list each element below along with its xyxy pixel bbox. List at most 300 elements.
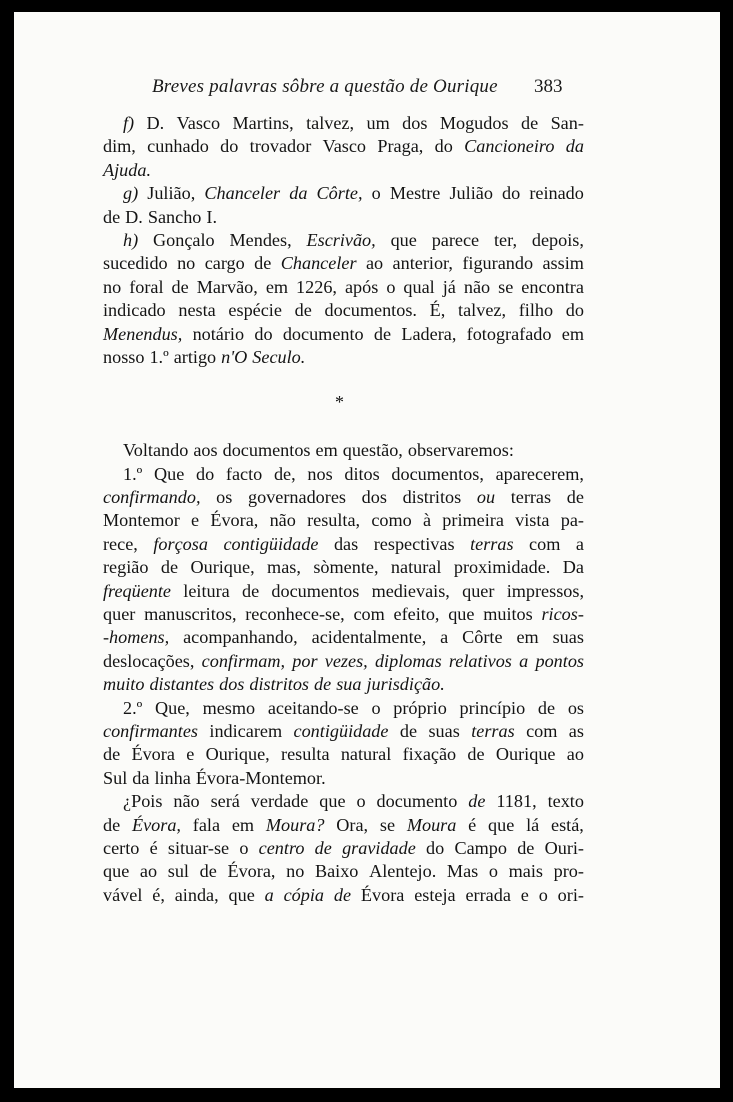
text-line <box>103 814 584 837</box>
word: dim, <box>103 136 136 157</box>
text-line <box>103 463 584 486</box>
word: à <box>422 510 432 531</box>
text-line <box>103 439 584 462</box>
word: Mogudos <box>439 113 509 133</box>
word: de <box>103 744 121 765</box>
word: Moura? <box>265 814 325 835</box>
word: Évora <box>360 884 405 905</box>
word: Marvão, <box>196 276 258 297</box>
word: em <box>231 814 255 835</box>
text-line <box>103 276 584 299</box>
word: terras <box>470 533 514 554</box>
word: figurando <box>462 253 534 274</box>
word: Alentejo. <box>369 861 437 882</box>
word: mas, <box>267 557 301 578</box>
word: documentos, <box>391 463 484 484</box>
word: Baixo <box>314 861 359 882</box>
word: acompanhando, <box>183 627 298 648</box>
word: sòmente, <box>313 557 379 578</box>
word: sua <box>336 674 362 695</box>
word: natural <box>390 557 442 578</box>
page-number: 383 <box>534 76 563 97</box>
text-line <box>103 533 584 556</box>
word: que <box>228 884 255 905</box>
word: a <box>575 533 584 554</box>
word: cargo <box>204 253 245 274</box>
word: Da <box>562 557 584 578</box>
word: D. <box>146 113 165 133</box>
asterisk-separator: * <box>335 392 344 413</box>
text-line <box>103 509 584 532</box>
word: as <box>568 720 584 741</box>
body-text <box>103 112 584 907</box>
word: por <box>292 650 318 671</box>
text-line <box>103 743 584 766</box>
word: Que, <box>155 697 190 718</box>
word: Côrte <box>462 627 503 648</box>
text-line <box>103 112 584 135</box>
word: Ourique, <box>205 744 270 765</box>
word: de <box>314 837 332 858</box>
word: o <box>239 837 249 858</box>
text-line <box>103 860 584 883</box>
text-line <box>103 252 584 275</box>
word: primeira <box>442 510 504 531</box>
text-line <box>103 767 584 790</box>
word: o <box>371 183 381 204</box>
list-items-block <box>103 112 584 369</box>
word: e <box>520 884 529 905</box>
word: um <box>366 113 390 133</box>
word: encontra <box>521 276 584 297</box>
word: suas <box>552 627 584 648</box>
word: proximidade. <box>453 557 551 578</box>
word: ao <box>566 744 584 765</box>
word: de <box>468 791 486 812</box>
word: ori- <box>557 884 584 905</box>
word: Ourique, <box>190 557 255 578</box>
word: fala <box>192 814 221 835</box>
word: Escrivão, <box>306 229 376 250</box>
word: cunhado <box>147 136 209 157</box>
word: Mas <box>446 861 479 882</box>
word: reconhece-se, <box>245 604 345 625</box>
word: Mestre <box>389 183 441 204</box>
word: que <box>319 791 346 812</box>
word: não <box>173 791 200 812</box>
text-line <box>103 299 584 322</box>
word: de <box>171 276 189 297</box>
word: do <box>254 323 273 344</box>
word: nesta <box>178 300 216 321</box>
word: Ourique <box>495 744 556 765</box>
text-line <box>103 837 584 860</box>
word: da <box>565 136 584 157</box>
text-line <box>103 346 584 369</box>
word: D. <box>125 206 143 227</box>
word: confirmam, <box>201 650 286 671</box>
word: do <box>565 300 584 321</box>
word: natural <box>340 744 392 765</box>
word: impressos, <box>506 580 584 601</box>
word: a <box>440 627 449 648</box>
book-page <box>14 12 720 1088</box>
word: de <box>103 814 121 835</box>
word: documentos <box>222 440 311 461</box>
word: freqüente <box>103 580 172 601</box>
word: sul <box>167 861 189 882</box>
word: das <box>333 533 359 554</box>
word: fixação <box>402 744 457 765</box>
text-line <box>103 135 584 158</box>
word: sucedido <box>103 253 168 274</box>
word: que <box>448 604 475 625</box>
word: Ora, <box>336 814 369 835</box>
word: deslocações, <box>103 650 195 671</box>
word: em <box>561 323 584 344</box>
word: se <box>498 276 514 297</box>
word: Sul <box>103 767 128 788</box>
word: mesmo <box>202 697 256 718</box>
word: Montemor <box>103 510 180 531</box>
word: San- <box>550 113 584 133</box>
section-separator <box>103 369 584 439</box>
word: respectivas <box>373 533 455 554</box>
word: de <box>399 720 418 741</box>
word: Évora, <box>227 861 276 882</box>
word: efeito, <box>393 604 440 625</box>
word: de <box>537 697 556 718</box>
word: os <box>567 697 584 718</box>
word: em <box>265 276 289 297</box>
word: facto <box>225 463 263 484</box>
text-line <box>103 486 584 509</box>
word: Évora, <box>131 814 181 835</box>
text-line <box>103 790 584 813</box>
word: com <box>526 720 558 741</box>
word: assim <box>542 253 584 274</box>
word: Praga, <box>377 136 424 157</box>
word: filho <box>518 300 554 321</box>
text-line <box>103 229 584 252</box>
word: de <box>160 557 179 578</box>
word: em <box>516 627 539 648</box>
word: leitura <box>183 580 230 601</box>
word: h) <box>123 229 139 250</box>
word: distritos <box>249 674 310 695</box>
word: indicarem <box>209 720 283 741</box>
word: esteja <box>414 884 456 905</box>
word: ao <box>365 253 384 274</box>
word: errada <box>465 884 511 905</box>
text-line <box>103 626 584 649</box>
word: vável <box>103 884 143 905</box>
word: é, <box>152 884 165 905</box>
word: fotografado <box>466 323 552 344</box>
word: de <box>333 884 352 905</box>
word: Julião, <box>147 183 196 204</box>
word: ainda, <box>174 884 219 905</box>
text-line <box>103 323 584 346</box>
word: o <box>356 791 366 812</box>
word: Seculo. <box>252 346 306 367</box>
word: suas <box>428 720 460 741</box>
word: Moura <box>406 814 457 835</box>
word: dos <box>361 487 387 508</box>
word: Martins, <box>232 113 294 133</box>
word: pa- <box>560 510 584 531</box>
text-line <box>103 556 584 579</box>
word: quer <box>462 580 495 601</box>
word: Chanceler <box>204 183 281 204</box>
word: vezes, <box>324 650 368 671</box>
word: I. <box>206 206 218 227</box>
text-line <box>103 580 584 603</box>
word: 1181, <box>496 791 537 812</box>
word: ¿Pois <box>123 791 163 812</box>
word: de <box>566 487 584 508</box>
word: -homens, <box>103 627 170 648</box>
word: Menendus, <box>103 323 183 344</box>
word: artigo <box>173 346 217 367</box>
word: lá <box>526 814 540 835</box>
word: Côrte, <box>316 183 363 204</box>
word: de <box>254 253 272 274</box>
word: dos <box>219 674 245 695</box>
word: está, <box>551 814 584 835</box>
word: anterior, <box>392 253 453 274</box>
word: confirmantes <box>103 720 198 741</box>
word: de <box>241 580 260 601</box>
word: no <box>103 276 122 297</box>
word: nos <box>307 463 333 484</box>
running-header <box>14 76 720 102</box>
word: Sancho <box>147 206 202 227</box>
word: certo <box>103 837 140 858</box>
word: o <box>488 861 498 882</box>
word: o <box>538 884 548 905</box>
word: foral <box>129 276 164 297</box>
word: pontos <box>535 650 584 671</box>
word: muito <box>103 674 145 695</box>
word: em <box>315 440 338 461</box>
word: contigüidade <box>293 720 389 741</box>
word: acidentalmente, <box>311 627 427 648</box>
argument-block <box>103 439 584 907</box>
word: ao <box>139 861 158 882</box>
word: Julião <box>449 183 493 204</box>
word: é <box>468 814 477 835</box>
word: da <box>289 183 308 204</box>
word: Vasco <box>176 113 221 133</box>
word: Que <box>153 463 185 484</box>
word: de <box>294 300 312 321</box>
word: o <box>386 276 396 297</box>
word: princípio <box>459 697 526 718</box>
word: Ouri- <box>544 837 584 858</box>
word: de <box>199 861 217 882</box>
word: reinado <box>529 183 584 204</box>
word: ditos <box>344 463 380 484</box>
word: com <box>353 604 385 625</box>
word: Ladera, <box>401 323 457 344</box>
word: do <box>426 837 445 858</box>
word: distritos <box>402 487 462 508</box>
text-line <box>103 603 584 626</box>
word: governadores <box>248 487 346 508</box>
word: texto <box>547 791 584 812</box>
word: talvez, <box>458 300 507 321</box>
word: gravidade <box>342 837 416 858</box>
word: do <box>434 136 453 157</box>
word: ter, <box>494 229 518 250</box>
running-title: Breves palavras sôbre a questão de Ourique <box>152 76 498 97</box>
word: muitos <box>483 604 533 625</box>
word: cópia <box>283 884 325 905</box>
word: 1.º <box>149 346 169 367</box>
word: vista <box>515 510 550 531</box>
word: terras <box>510 487 552 508</box>
word: Ajuda. <box>103 159 151 180</box>
word: 1226, <box>296 276 337 297</box>
text-line <box>103 884 584 907</box>
word: da <box>132 767 150 788</box>
word: de <box>520 113 539 133</box>
word: documento <box>282 323 364 344</box>
word: g) <box>123 183 139 204</box>
word: próprio <box>393 697 447 718</box>
word: distantes <box>149 674 215 695</box>
word: aos <box>193 440 218 461</box>
word: trovador <box>249 136 312 157</box>
word: após <box>344 276 379 297</box>
word: documento <box>376 791 458 812</box>
word: Cancioneiro <box>464 136 555 157</box>
word: que <box>390 229 417 250</box>
word: manuscritos, <box>144 604 237 625</box>
word: indicado <box>103 300 166 321</box>
word: Vasco <box>322 136 367 157</box>
word: forçosa <box>153 533 208 554</box>
word: ou <box>476 487 496 508</box>
word: região <box>103 557 149 578</box>
word: Mendes, <box>229 229 292 250</box>
text-line <box>103 650 584 673</box>
word: linha <box>154 767 191 788</box>
word: É, <box>429 300 446 321</box>
word: documentos <box>271 580 360 601</box>
word: de <box>467 744 485 765</box>
word: o <box>371 697 381 718</box>
word: medievais, <box>371 580 450 601</box>
word: os <box>216 487 233 508</box>
word: Voltando <box>123 440 189 461</box>
word: e <box>186 744 195 765</box>
word: notário <box>192 323 245 344</box>
word: contigüidade <box>223 533 319 554</box>
word: pro- <box>553 861 584 882</box>
word: relativos <box>448 650 512 671</box>
word: nosso <box>103 346 145 367</box>
word: depois, <box>531 229 584 250</box>
word: questão, <box>342 440 403 461</box>
word: 2.º <box>123 697 143 718</box>
word: de <box>103 206 121 227</box>
text-line <box>103 159 584 182</box>
word: do <box>220 136 239 157</box>
word: terras <box>471 720 515 741</box>
word: observaremos: <box>407 440 514 461</box>
word: parece <box>431 229 480 250</box>
word: de <box>517 837 535 858</box>
text-line <box>103 697 584 720</box>
word: de <box>314 674 332 695</box>
word: será <box>210 791 240 812</box>
word: Chanceler <box>280 253 357 274</box>
word: de, <box>273 463 296 484</box>
word: situar-se <box>167 837 230 858</box>
word: Évora-Montemor. <box>195 767 326 788</box>
text-line <box>103 182 584 205</box>
word: centro <box>258 837 305 858</box>
word: com <box>529 533 561 554</box>
word: confirmando, <box>103 487 201 508</box>
word: espécie <box>228 300 282 321</box>
word: documentos. <box>324 300 417 321</box>
word: verdade <box>250 791 309 812</box>
word: do <box>502 183 521 204</box>
word: Gonçalo <box>153 229 215 250</box>
word: resulta, <box>307 510 361 531</box>
word: no <box>286 861 305 882</box>
word: talvez, <box>306 113 355 133</box>
word: é <box>149 837 158 858</box>
word: de <box>373 323 392 344</box>
word: 1.º <box>123 463 143 484</box>
word: jurisdição. <box>366 674 445 695</box>
word: qual <box>403 276 435 297</box>
word: não <box>463 276 491 297</box>
word: Évora, <box>210 510 259 531</box>
word: Campo <box>454 837 507 858</box>
word: Évora <box>131 744 175 765</box>
word: se <box>379 814 396 835</box>
word: ricos- <box>541 604 584 625</box>
word: n'O <box>221 346 248 367</box>
word: como <box>371 510 412 531</box>
word: f) <box>123 113 135 133</box>
word: quer <box>103 604 136 625</box>
word: no <box>177 253 196 274</box>
word: já <box>442 276 456 297</box>
word: a <box>519 650 529 671</box>
word: não <box>269 510 296 531</box>
word: a <box>264 884 274 905</box>
word: dos <box>402 113 428 133</box>
word: e <box>191 510 200 531</box>
text-line <box>103 720 584 743</box>
text-line <box>103 673 584 696</box>
word: rece, <box>103 533 138 554</box>
word: resulta <box>281 744 330 765</box>
text-line <box>103 206 584 229</box>
word: diplomas <box>374 650 442 671</box>
word: que <box>488 814 515 835</box>
word: aparecerem, <box>495 463 584 484</box>
word: mais <box>508 861 543 882</box>
word: aceitando-se <box>267 697 359 718</box>
word: que <box>103 861 130 882</box>
